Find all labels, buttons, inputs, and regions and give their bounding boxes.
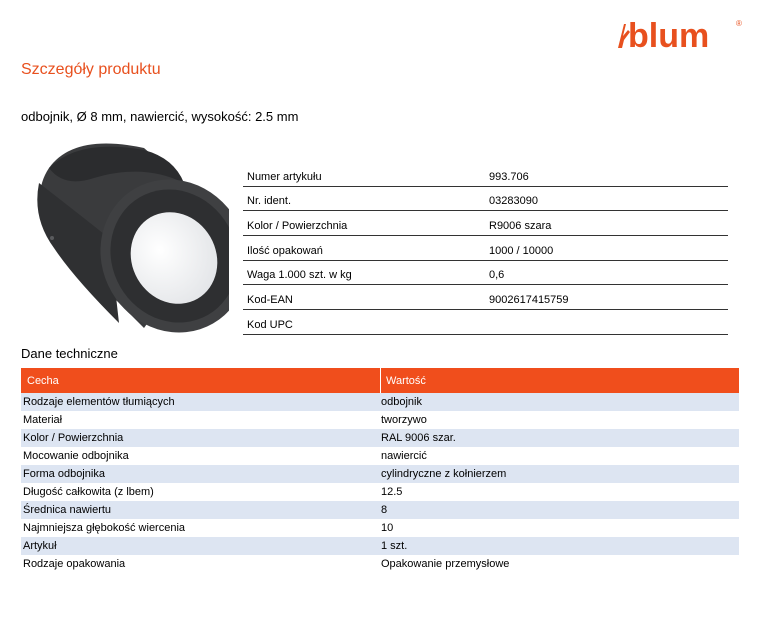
feature-cell: Rodzaje opakowania	[23, 558, 126, 570]
info-value: 993.706	[489, 170, 529, 183]
info-row-article-number	[243, 162, 728, 187]
info-value: 1000 / 10000	[489, 244, 554, 257]
logo-text: blum	[628, 17, 710, 54]
tech-table-body	[21, 393, 739, 573]
table-row	[21, 465, 739, 483]
info-row-ean	[243, 285, 728, 310]
feature-cell: Artykuł	[23, 540, 57, 552]
info-row-package-quantity	[243, 236, 728, 261]
value-cell: 10	[381, 522, 394, 534]
info-label: Kolor / Powierzchnia	[247, 220, 348, 233]
tech-data-table	[21, 368, 739, 573]
table-row	[21, 537, 739, 555]
page-title: Szczegóły produktu	[21, 61, 161, 78]
registered-mark: ®	[736, 19, 742, 28]
product-info-table	[243, 162, 728, 335]
info-value: 0,6	[489, 269, 505, 282]
table-row	[21, 411, 739, 429]
info-value: 03283090	[489, 195, 538, 208]
blum-logo	[614, 14, 744, 54]
value-cell: odbojnik	[381, 396, 422, 408]
product-image	[24, 138, 229, 350]
table-row	[21, 501, 739, 519]
feature-cell: Średnica nawiertu	[23, 504, 112, 516]
product-subtitle: odbojnik, Ø 8 mm, nawiercić, wysokość: 2.5 mm	[21, 109, 299, 124]
feature-cell: Kolor / Powierzchnia	[23, 432, 124, 444]
header-value: Wartość	[386, 374, 426, 387]
value-cell: nawiercić	[381, 450, 427, 462]
info-label: Numer artykułu	[247, 170, 322, 183]
value-cell: cylindryczne z kołnierzem	[381, 468, 507, 480]
feature-cell: Materiał	[23, 414, 63, 426]
info-row-color	[243, 211, 728, 236]
value-cell: 12.5	[381, 486, 403, 498]
value-cell: 8	[381, 504, 388, 516]
feature-cell: Najmniejsza głębokość wiercenia	[23, 522, 186, 534]
header-feature: Cecha	[21, 368, 381, 393]
value-cell: tworzywo	[381, 414, 427, 426]
info-value: 9002617415759	[489, 294, 569, 307]
info-label: Nr. ident.	[247, 195, 292, 208]
tech-table-header	[21, 368, 739, 393]
table-row	[21, 447, 739, 465]
value-cell: RAL 9006 szar.	[381, 432, 456, 444]
table-row	[21, 483, 739, 501]
table-row	[21, 429, 739, 447]
tech-section-title: Dane techniczne	[21, 346, 118, 361]
table-row	[21, 393, 739, 411]
feature-cell: Mocowanie odbojnika	[23, 450, 129, 462]
info-label: Kod UPC	[247, 318, 293, 331]
value-cell: 1 szt.	[381, 540, 408, 552]
table-row	[21, 555, 739, 573]
info-value: R9006 szara	[489, 220, 552, 233]
feature-cell: Długość całkowita (z lbem)	[23, 486, 154, 498]
table-row	[21, 519, 739, 537]
feature-cell: Forma odbojnika	[23, 468, 105, 480]
info-row-upc	[243, 310, 728, 335]
info-label: Kod-EAN	[247, 294, 293, 307]
info-row-ident-number	[243, 187, 728, 212]
value-cell: Opakowanie przemysłowe	[381, 558, 510, 570]
feature-cell: Rodzaje elementów tłumiących	[23, 396, 175, 408]
info-row-weight	[243, 261, 728, 286]
info-label: Ilość opakowań	[247, 244, 323, 257]
info-label: Waga 1.000 szt. w kg	[247, 269, 352, 282]
